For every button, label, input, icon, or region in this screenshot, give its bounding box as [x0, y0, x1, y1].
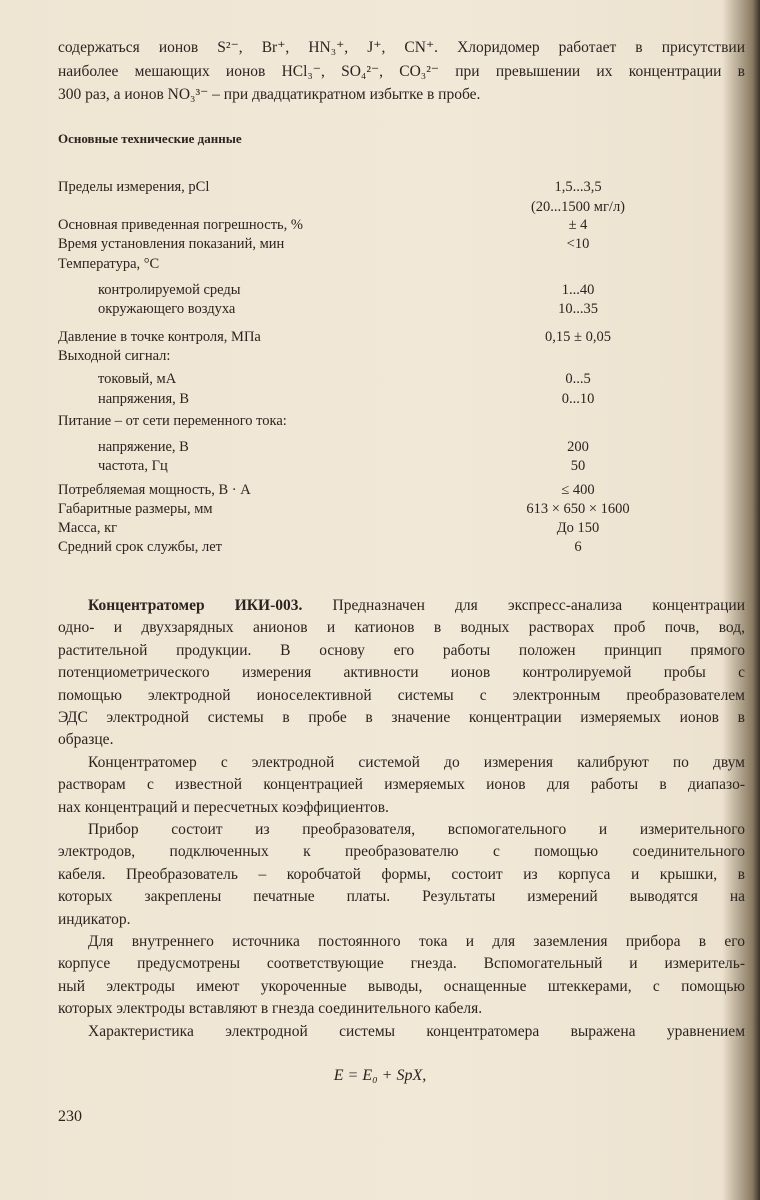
- paragraph-line: электродов, подключенных к преобразователю с помощью соединительного: [58, 843, 745, 861]
- paragraph-line: нах концентраций и пересчетных коэффициентов.: [58, 798, 389, 816]
- spec-label: Температура, °C: [58, 256, 160, 272]
- intro-line: 300 раз, а ионов NO₃³⁻ – при двадцатикратном избытке в пробе.: [58, 86, 481, 103]
- spec-value: 613 × 650 × 1600: [526, 501, 630, 517]
- spec-label: Масса, кг: [58, 520, 118, 536]
- spec-label: частота, Гц: [98, 458, 168, 474]
- intro-line: наиболее мешающих ионов HCl₃⁻, SO₄²⁻, CO₃²⁻ при превышении их концентрации в: [58, 62, 745, 80]
- paragraph-line: Характеристика электродной системы концентратомера выражена уравнением: [88, 1022, 745, 1040]
- paragraph-line: потенциометрического измерения активности ионов контролируемой пробы с: [58, 664, 745, 682]
- spec-value: 0,15 ± 0,05: [545, 329, 611, 345]
- paragraph-line: ный электроды имеют укороченные выводы, оснащенные штеккерами, с помощью: [58, 977, 745, 995]
- spec-label: Выходной сигнал:: [58, 348, 171, 364]
- paragraph-line: Для внутреннего источника постоянного тока и для заземления прибора в его: [88, 933, 745, 950]
- spec-value: 0...5: [565, 371, 591, 387]
- paragraph-line: кабеля. Преобразователь – коробчатой формы, состоит из корпуса и крышки, в: [58, 865, 745, 883]
- spec-value: 1...40: [561, 282, 595, 298]
- spec-value: До 150: [556, 520, 600, 536]
- intro-line: содержаться ионов S²⁻, Br⁺, HN₃⁺, J⁺, CN⁺. Хлоридомер работает в присутствии: [58, 39, 745, 56]
- paragraph-line: индикатор.: [58, 910, 131, 928]
- paragraph-line: растворам с известной концентрацией измеряемых ионов для работы в диапазо-: [58, 776, 745, 794]
- device-title: Концентратомер ИКИ-003.: [88, 597, 303, 614]
- spec-label: Средний срок службы, лет: [58, 539, 222, 555]
- spec-value: 0...10: [561, 391, 595, 407]
- formula: E = E₀ + SpX,: [333, 1067, 427, 1084]
- spec-label: напряжения, В: [98, 391, 190, 407]
- spec-label: окружающего воздуха: [98, 301, 236, 317]
- spec-label: контролируемой среды: [98, 282, 241, 298]
- spec-label: токовый, мА: [98, 371, 177, 387]
- paragraph-line: ЭДС электродной системы в пробе в значение концентрации измеряемых ионов в: [58, 709, 745, 726]
- paragraph-line: Концентратомер с электродной системой до измерения калибруют по двум: [88, 753, 745, 771]
- line-text: Предназначен для экспресс-анализа концентрации: [302, 597, 745, 614]
- page-number: 230: [58, 1108, 82, 1125]
- spec-label: Габаритные размеры, мм: [58, 501, 213, 517]
- spec-label: Пределы измерения, pCl: [58, 179, 210, 195]
- spec-value: ± 4: [568, 217, 588, 233]
- spec-label: Основная приведенная погрешность, %: [58, 217, 303, 233]
- spec-value: 50: [570, 458, 586, 474]
- paragraph-line: помощью электродной ионоселективной системы с электронным преобразователем: [58, 686, 745, 704]
- spec-label: напряжение, В: [98, 439, 189, 455]
- paragraph-line: растительной продукции. В основу его работы положен принцип прямого: [58, 641, 745, 659]
- specs-heading: Основные технические данные: [58, 131, 242, 146]
- paragraph-line: [88, 596, 745, 616]
- spec-value: ≤ 400: [561, 482, 595, 498]
- spec-value: <10: [566, 236, 590, 252]
- paragraph-line: образце.: [58, 731, 114, 749]
- paragraph-line: Прибор состоит из преобразователя, вспомогательного и измерительного: [88, 821, 745, 838]
- spec-value: 1,5...3,5: [554, 179, 602, 195]
- spec-label: Потребляемая мощность, В · А: [58, 482, 251, 498]
- spec-label: Время установления показаний, мин: [58, 236, 285, 252]
- paragraph-line: которых электроды вставляют в гнезда соединительного кабеля.: [58, 1000, 483, 1018]
- spec-value: 10...35: [558, 301, 598, 317]
- paragraph-line: корпусе предусмотрены соответствующие гнезда. Вспомогательный и измеритель-: [58, 955, 745, 973]
- spec-label: Питание – от сети переменного тока:: [58, 413, 287, 429]
- spec-label: Давление в точке контроля, МПа: [58, 329, 261, 345]
- paragraph-line: которых закреплены печатные платы. Результаты измерений выводятся на: [58, 888, 745, 906]
- spec-value: 200: [567, 439, 589, 455]
- spec-value: (20...1500 мг/л): [530, 199, 626, 215]
- spec-value: 6: [574, 539, 582, 555]
- paragraph-line: одно- и двухзарядных анионов и катионов в водных растворах проб почв, вод,: [58, 619, 745, 637]
